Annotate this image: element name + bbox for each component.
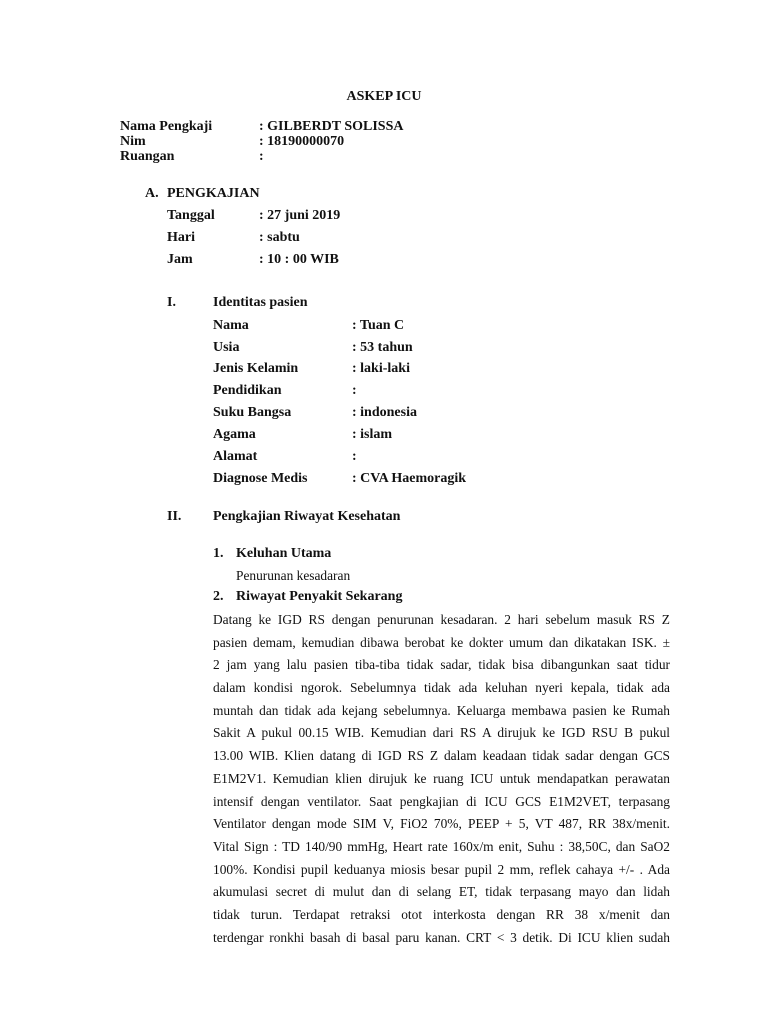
header-value-ruangan: : [259,149,264,164]
jam-label: Jam [167,252,193,267]
paragraph-line: Ventilator dengan mode SIM V, FiO2 70%, PEEP + 5, VT 487, RR 38x/menit. [213,816,670,832]
nama-label: Nama [213,318,249,333]
jam-value: : 10 : 00 WIB [259,252,339,267]
header-value-nama-pengkaji: : GILBERDT SOLISSA [259,119,404,134]
section-a-marker: A. [145,186,159,201]
paragraph-line: pasien demam, kemudian dibawa berobat ke dokter umum dan dikatakan ISK. ± [213,634,670,650]
header-label-ruangan: Ruangan [120,149,175,164]
diagnose-medis-label: Diagnose Medis [213,471,308,486]
paragraph-line: Datang ke IGD RS dengan penurunan kesadaran. 2 hari sebelum masuk RS Z [213,612,670,627]
paragraph-line: muntah dan tidak ada kejang sebelumnya. Keluarga membawa pasien ke Rumah [213,702,670,718]
keluhan-utama-heading: Keluhan Utama [236,546,332,561]
suku-bangsa-label: Suku Bangsa [213,405,292,420]
section-1-marker: I. [167,295,176,310]
usia-value: : 53 tahun [352,340,413,355]
header-value-nim: : 18190000070 [259,134,345,149]
paragraph-line: Vital Sign : TD 140/90 mmHg, Heart rate 160x/m enit, Suhu : 38,50C, dan SaO2 [213,838,670,854]
paragraph-line: akumulasi secret di mulut dan di selang ET, tidak terpasang mayo dan lidah [213,884,670,900]
section-1-heading: Identitas pasien [213,295,308,310]
keluhan-utama-text: Penurunan kesadaran [236,568,351,583]
tanggal-value: : 27 juni 2019 [259,208,341,223]
diagnose-medis-value: : CVA Haemoragik [352,471,467,486]
hari-label: Hari [167,230,195,245]
document-title: ASKEP ICU [346,89,422,104]
hari-value: : sabtu [259,230,300,245]
pendidikan-value: : [352,383,357,398]
nama-value: : Tuan C [352,318,405,333]
section-2-marker: II. [167,509,182,524]
riwayat-penyakit-paragraph [213,609,670,949]
section-a-heading: PENGKAJIAN [167,186,260,201]
agama-label: Agama [213,427,256,442]
item-2-number: 2. [213,589,224,604]
section-2-heading: Pengkajian Riwayat Kesehatan [213,509,401,524]
riwayat-penyakit-heading: Riwayat Penyakit Sekarang [236,589,403,604]
alamat-value: : [352,449,357,464]
pendidikan-label: Pendidikan [213,383,282,398]
paragraph-line: Sakit A pukul 00.15 WIB. Kemudian dari RS A dirujuk ke IGD RSU B pukul [213,725,670,741]
item-1-number: 1. [213,546,224,561]
jenis-kelamin-label: Jenis Kelamin [213,361,299,376]
suku-bangsa-value: : indonesia [352,405,417,420]
header-label-nim: Nim [120,134,146,149]
agama-value: : islam [352,427,393,442]
paragraph-line: tidak turun. Terdapat retraksi otot interkosta dengan RR 38 x/menit dan [213,906,670,922]
alamat-label: Alamat [213,449,258,464]
paragraph-line: intensif dengan ventilator. Saat pengkajian di ICU GCS E1M2VET, terpasang [213,793,670,809]
tanggal-label: Tanggal [167,208,215,223]
jenis-kelamin-value: : laki-laki [352,361,410,376]
paragraph-line: 2 jam yang lalu pasien tiba-tiba tidak sadar, tidak bisa dibangunkan saat tidur [213,657,670,673]
paragraph-line: 13.00 WIB. Klien datang di IGD RS Z dalam keadaan tidak sadar dengan GCS [213,748,670,764]
paragraph-line: dalam kondisi ngorok. Sebelumnya tidak ada keluhan nyeri kepala, tidak ada [213,680,670,696]
usia-label: Usia [213,340,240,355]
paragraph-line: terdengar ronkhi basah di basal paru kanan. CRT < 3 detik. Di ICU klien sudah [213,929,670,945]
header-label-nama-pengkaji: Nama Pengkaji [120,119,213,134]
paragraph-line: 100%. Kondisi pupil keduanya miosis besar pupil 2 mm, reflek cahaya +/- . Ada [213,861,670,877]
paragraph-line: E1M2V1. Kemudian klien dirujuk ke ruang ICU untuk mendapatkan perawatan [213,770,670,786]
